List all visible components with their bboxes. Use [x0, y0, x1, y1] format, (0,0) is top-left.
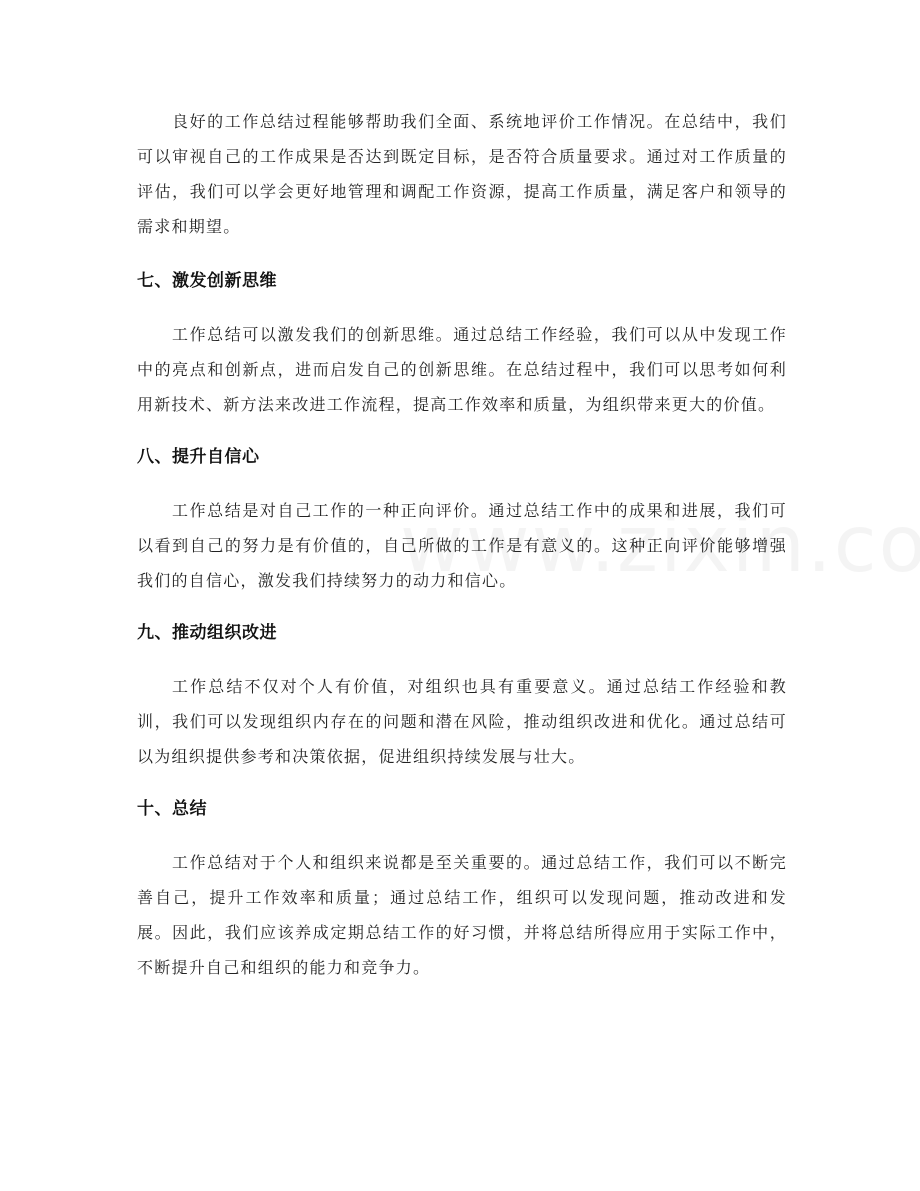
section-paragraph: 工作总结对于个人和组织来说都是至关重要的。通过总结工作，我们可以不断完善自己，提升工作效率和质量；通过总结工作，组织可以发现问题，推动改进和发展。因此，我们应该养成定期总结工作的好习惯，并将总结所得应用于实际工作中，不断提升自己和组织的能力和竞争力。 [137, 853, 787, 977]
section-innovation [137, 265, 787, 422]
section-heading: 十、总结 [137, 799, 207, 819]
section-heading: 八、提升自信心 [137, 447, 260, 467]
section-heading: 七、激发创新思维 [137, 271, 277, 291]
section-confidence [137, 441, 787, 598]
intro-paragraph: 良好的工作总结过程能够帮助我们全面、系统地评价工作情况。在总结中，我们可以审视自己的工作成果是否达到既定目标，是否符合质量要求。通过对工作质量的评估，我们可以学会更好地管理和调配工作资源，提高工作质量，满足客户和领导的需求和期望。 [137, 112, 787, 236]
section-organization [137, 617, 787, 774]
section-heading: 九、推动组织改进 [137, 623, 277, 643]
document-body [137, 104, 787, 1004]
section-paragraph: 工作总结不仅对个人有价值，对组织也具有重要意义。通过总结工作经验和教训，我们可以发现组织内存在的问题和潜在风险，推动组织改进和优化。通过总结可以为组织提供参考和决策依据，促进组织持续发展与壮大。 [137, 677, 787, 766]
section-paragraph: 工作总结可以激发我们的创新思维。通过总结工作经验，我们可以从中发现工作中的亮点和创新点，进而启发自己的创新思维。在总结过程中，我们可以思考如何利用新技术、新方法来改进工作流程，提高工作效率和质量，为组织带来更大的价值。 [137, 325, 787, 414]
section-paragraph: 工作总结是对自己工作的一种正向评价。通过总结工作中的成果和进展，我们可以看到自己的努力是有价值的，自己所做的工作是有意义的。这种正向评价能够增强我们的自信心，激发我们持续努力的动力和信心。 [137, 501, 787, 590]
section-summary [137, 793, 787, 985]
